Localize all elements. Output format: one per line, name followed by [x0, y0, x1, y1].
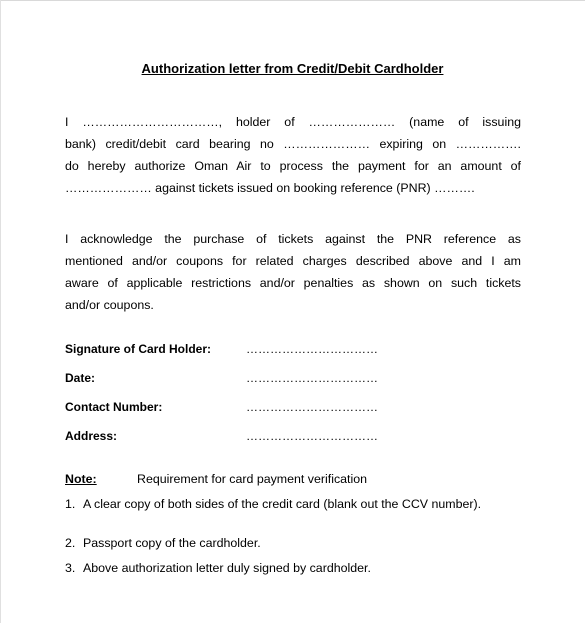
paragraph-line: I ……………………………, holder of ………………… (name of issuing — [65, 115, 521, 129]
field-blank: …………………………… — [246, 429, 378, 443]
paragraph-line: ………………… against tickets issued on booking reference (PNR) ………. — [65, 181, 475, 195]
list-item-text: Above authorization letter duly signed by cardholder. — [83, 561, 371, 575]
list-item-number: 3. — [65, 561, 76, 575]
list-item-number: 1. — [65, 497, 76, 511]
list-item-text: Passport copy of the cardholder. — [83, 536, 261, 550]
contact-number-field — [65, 398, 525, 416]
note-text: Requirement for card payment verification — [137, 472, 368, 486]
field-blank: …………………………… — [246, 400, 378, 414]
date-field — [65, 369, 525, 387]
list-item — [65, 496, 525, 512]
page-edge — [0, 0, 585, 1]
document-title: Authorization letter from Credit/Debit Cardholder — [141, 61, 444, 76]
field-label: Signature of Card Holder: — [65, 342, 212, 356]
note-label: Note: — [65, 472, 97, 486]
field-blank: …………………………… — [246, 342, 378, 356]
paragraph-acknowledgement — [65, 228, 521, 316]
address-field — [65, 427, 525, 445]
paragraph-line: aware of applicable restrictions and/or penalties as shown on such tickets — [65, 276, 521, 290]
paragraph-line: bank) credit/debit card bearing no ………………… expiring on ……………. — [65, 137, 521, 151]
field-blank: …………………………… — [246, 371, 378, 385]
list-item-text: A clear copy of both sides of the credit card (blank out the CCV number). — [83, 497, 482, 511]
field-label: Contact Number: — [65, 400, 163, 414]
paragraph-line: mentioned and/or coupons for related charges described above and I am — [65, 254, 521, 268]
signature-field — [65, 340, 525, 358]
paragraph-line: do hereby authorize Oman Air to process the payment for an amount of — [65, 159, 521, 173]
field-label: Address: — [65, 429, 118, 443]
list-item — [65, 535, 525, 551]
note-heading — [65, 470, 525, 488]
page-edge — [0, 0, 1, 623]
list-item-number: 2. — [65, 536, 76, 550]
paragraph-authorization — [65, 111, 521, 199]
paragraph-line: I acknowledge the purchase of tickets against the PNR reference as — [65, 232, 521, 246]
paragraph-line: and/or coupons. — [65, 298, 154, 312]
field-label: Date: — [65, 371, 96, 385]
list-item — [65, 560, 525, 576]
